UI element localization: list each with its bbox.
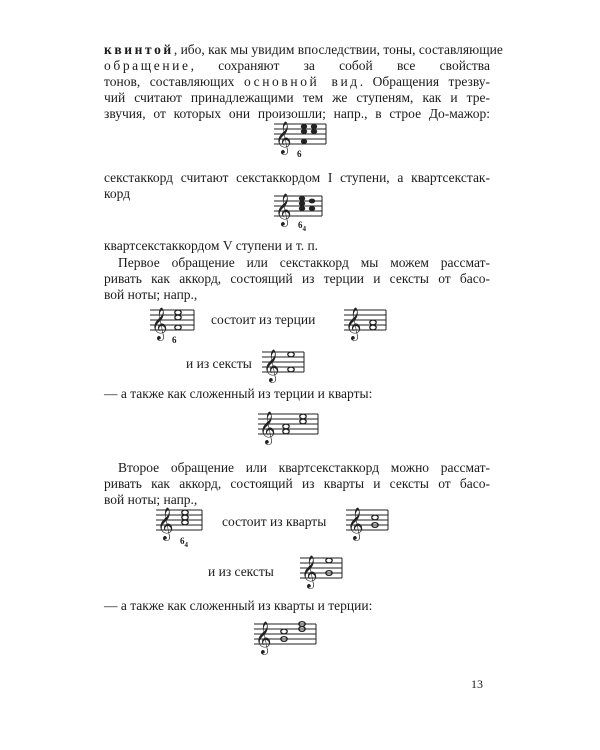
p3-line-3: вой ноты; напр.,: [104, 492, 198, 507]
p2-line-2: ривать как аккорд, состоящий из терции и сексты от басо-: [104, 271, 490, 286]
label-consists-third: состоит из терции: [211, 312, 316, 327]
figure-four: 4: [184, 540, 188, 549]
text-line-1: [104, 42, 503, 58]
staff-fourth: [346, 504, 396, 540]
text-line-7: корд: [104, 186, 131, 201]
staff-third-and-fourth: [258, 408, 328, 444]
text-line-6: секстаккорд считают секстаккордом I ступени, а квартсекстак-: [104, 170, 490, 185]
treble-clef-icon: 𝄞: [345, 307, 362, 340]
figure-six: 6: [298, 220, 303, 230]
figure-six-four: [298, 217, 306, 237]
text-span: тонов, составляющих: [104, 74, 235, 89]
p3-line-1: Второе обращение или квартсекстаккорд можно рассмат-: [118, 460, 490, 475]
treble-clef-icon: 𝄞: [275, 121, 292, 154]
term-quint: квинтой: [104, 42, 174, 57]
staff-sixth-chord-2: [150, 304, 210, 348]
text-line-5: звучия, от которых они произошли; напр., в строе До-мажор:: [104, 106, 490, 121]
p3-line-2: ривать как аккорд, состоящий из кварты и сексты от басо-: [104, 476, 490, 491]
text-line-4: чий считают принадлежащими тем же ступеням, как и тре-: [104, 90, 490, 105]
treble-clef-icon: 𝄞: [157, 507, 174, 540]
label-also-fourth-third: — а также как сложенный из кварты и терции:: [104, 598, 373, 613]
text-line-8: квартсекстаккордом V ступени и т. п.: [104, 238, 319, 253]
figure-four: 4: [302, 224, 306, 233]
figure-six: 6: [172, 335, 177, 345]
text-line-2: [104, 58, 490, 74]
treble-clef-icon: 𝄞: [301, 555, 318, 588]
staff-sixth-chord: [274, 118, 344, 160]
term-inversion: обращение: [104, 58, 191, 73]
label-also-third-fourth: — а также как сложенный из терции и кварты:: [104, 386, 373, 401]
treble-clef-icon: 𝄞: [259, 411, 276, 444]
treble-clef-icon: 𝄞: [263, 349, 280, 382]
staff-fourth-and-third: [254, 618, 324, 656]
staff-six-four-chord: [274, 192, 344, 232]
figure-six-four: [180, 533, 188, 553]
treble-clef-icon: 𝄞: [347, 507, 364, 540]
text-line-3: [104, 74, 490, 90]
page-number: 13: [471, 677, 483, 691]
label-consists-fourth: состоит из кварты: [222, 514, 327, 529]
p2-line-1: Первое обращение или секстаккорд мы можем рассмат-: [118, 255, 490, 270]
staff-sixth: [262, 346, 312, 382]
text-span: . Обращения трезву-: [359, 74, 491, 89]
term-root-position: основной вид: [243, 74, 360, 89]
treble-clef-icon: 𝄞: [275, 193, 292, 226]
staff-sixth-2: [300, 552, 350, 588]
figure-six: 6: [297, 149, 302, 159]
text-span: , сохраняют за собой все свойства: [190, 58, 490, 73]
figure-six: 6: [180, 536, 185, 546]
treble-clef-icon: 𝄞: [151, 307, 168, 340]
treble-clef-icon: 𝄞: [255, 621, 272, 654]
staff-third: [344, 304, 394, 340]
staff-six-four-chord-2: [156, 504, 216, 548]
text-span: , ибо, как мы увидим впоследствии, тоны, составляющие: [173, 42, 503, 57]
p2-line-3: вой ноты; напр.,: [104, 287, 198, 302]
label-and-sixth: и из сексты: [186, 356, 252, 371]
label-and-sixth-2: и из сексты: [208, 564, 274, 579]
